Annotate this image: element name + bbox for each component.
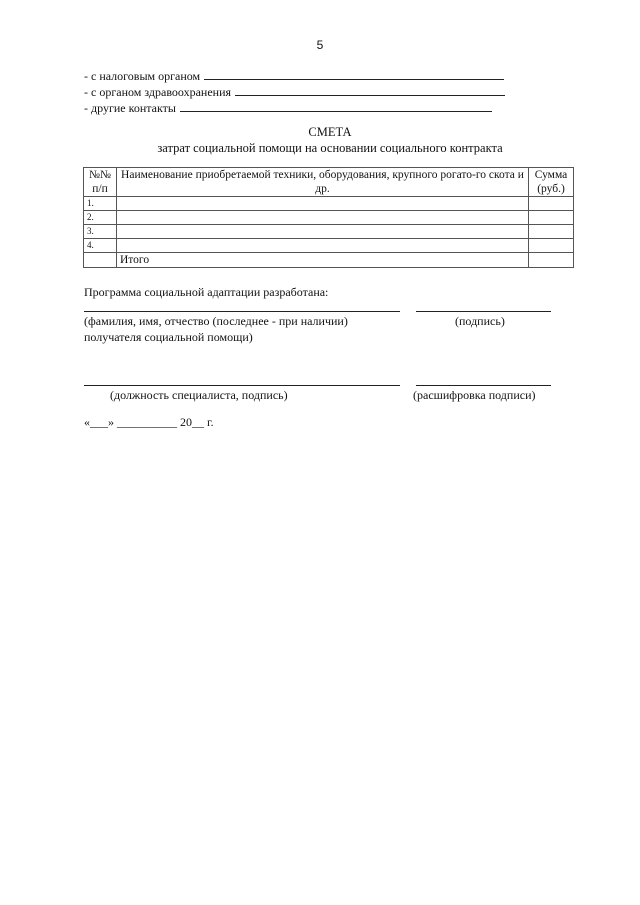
- row-number: 1.: [84, 197, 117, 211]
- date-line: «___» __________ 20__ г.: [84, 415, 214, 429]
- specialist-line: [84, 385, 400, 386]
- smeta-title: СМЕТА: [308, 125, 352, 139]
- total-label: Итого: [117, 253, 529, 268]
- program-intro: Программа социальной адаптации разработана:: [84, 285, 329, 299]
- header-num: №№ п/п: [84, 168, 117, 197]
- sign-caption: (подпись): [455, 314, 505, 328]
- contact-health-line: [235, 84, 505, 96]
- table-row: [84, 197, 574, 211]
- contact-other-line: [180, 100, 492, 112]
- row-number: 4.: [84, 239, 117, 253]
- decode-caption: (расшифровка подписи): [413, 388, 536, 402]
- row-number: 2.: [84, 211, 117, 225]
- table-row: [84, 225, 574, 239]
- page-number: 5: [316, 38, 324, 52]
- table-row: [84, 239, 574, 253]
- fio-line: [84, 311, 400, 312]
- row-name-cell[interactable]: [117, 197, 529, 211]
- contact-tax-line: [204, 68, 504, 80]
- smeta-subtitle: затрат социальной помощи на основании социального контракта: [157, 141, 503, 155]
- fio-caption-2: получателя социальной помощи): [84, 330, 253, 344]
- header-sum: Сумма (руб.): [529, 168, 574, 197]
- row-name-cell[interactable]: [117, 239, 529, 253]
- contact-other-label: - другие контакты: [84, 101, 176, 115]
- table-total-row: [84, 253, 574, 268]
- row-number: 3.: [84, 225, 117, 239]
- row-sum-cell[interactable]: [529, 225, 574, 239]
- fio-caption: (фамилия, имя, отчество (последнее - при наличии): [84, 314, 348, 328]
- total-num-cell: [84, 253, 117, 268]
- row-sum-cell[interactable]: [529, 239, 574, 253]
- table-header-row: [84, 168, 574, 197]
- contact-health-label: - с органом здравоохранения: [84, 85, 232, 99]
- row-name-cell[interactable]: [117, 211, 529, 225]
- contact-other: [84, 100, 492, 116]
- row-sum-cell[interactable]: [529, 211, 574, 225]
- total-sum-cell[interactable]: [529, 253, 574, 268]
- contact-tax: [84, 68, 504, 84]
- header-name: Наименование приобретаемой техники, оборудования, крупного рогато-го скота и др.: [117, 168, 529, 197]
- table-row: [84, 211, 574, 225]
- contact-health: [84, 84, 505, 100]
- sign-line: [416, 311, 551, 312]
- row-name-cell[interactable]: [117, 225, 529, 239]
- smeta-table: [83, 167, 574, 268]
- contact-tax-label: - с налоговым органом: [84, 69, 201, 83]
- row-sum-cell[interactable]: [529, 197, 574, 211]
- decode-line: [416, 385, 551, 386]
- specialist-caption: (должность специалиста, подпись): [110, 388, 288, 402]
